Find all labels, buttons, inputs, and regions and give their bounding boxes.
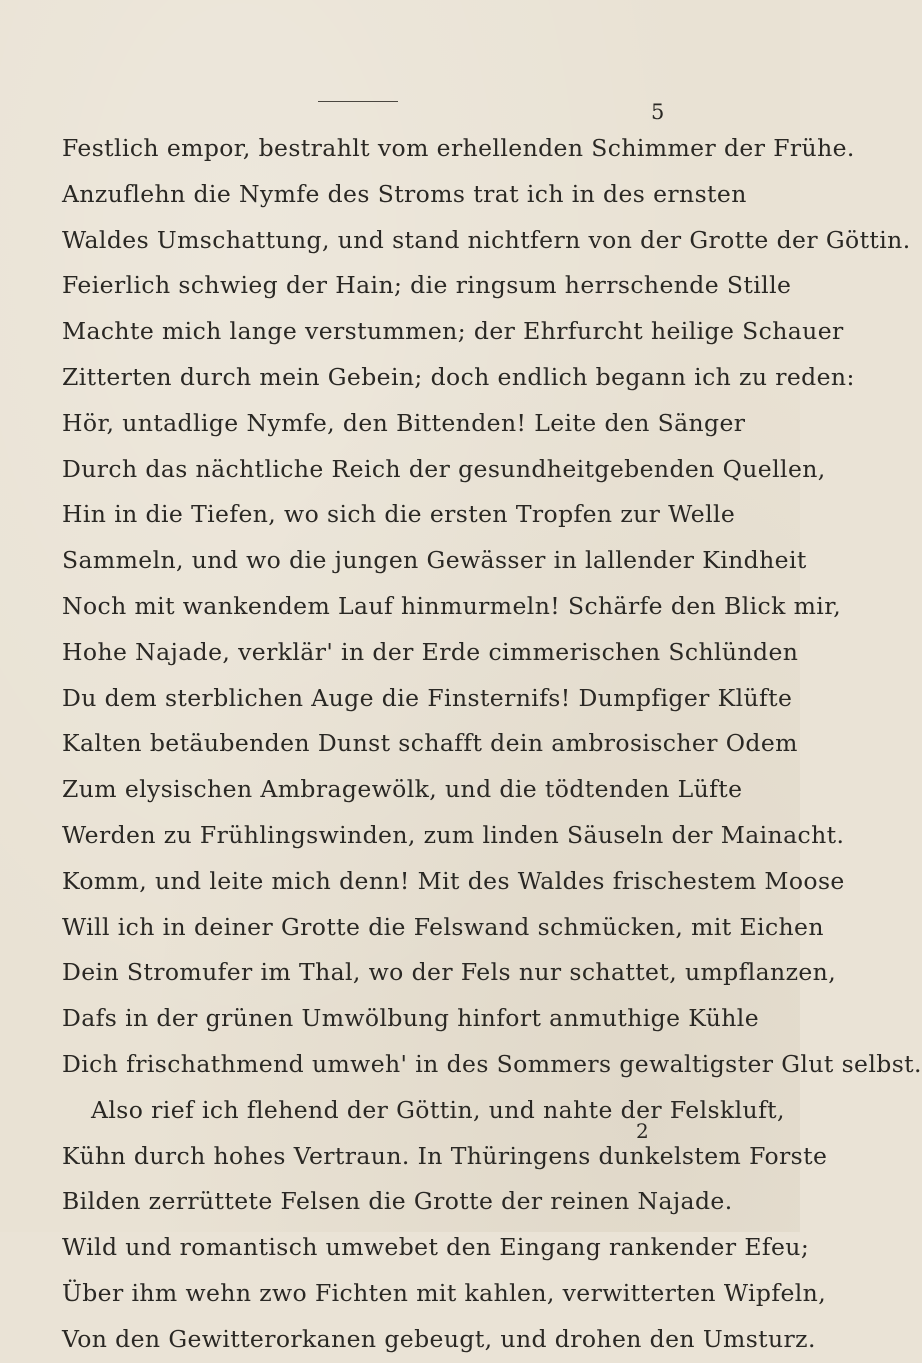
- text-line: Zum elysischen Ambragewölk, und die tödtenden Lüfte: [62, 775, 743, 804]
- text-line: Durch das nächtliche Reich der gesundheitgebenden Quellen,: [62, 454, 826, 483]
- text-line: Dich frischathmend umweh' in des Sommers gewaltigster Glut selbst.: [62, 1049, 922, 1078]
- text-line: Feierlich schwieg der Hain; die ringsum herrschende Stille: [62, 271, 792, 300]
- text-line: Von den Gewitterorkanen gebeugt, und drohen den Umsturz.: [62, 1324, 816, 1353]
- text-line: Will ich in deiner Grotte die Felswand schmücken, mit Eichen: [62, 912, 824, 941]
- text-line: Über ihm wehn zwo Fichten mit kahlen, verwitterten Wipfeln,: [62, 1278, 827, 1307]
- text-line: Hin in die Tiefen, wo sich die ersten Tropfen zur Welle: [62, 500, 736, 529]
- page-number: 5: [651, 100, 665, 124]
- text-line: Zitterten durch mein Gebein; doch endlich begann ich zu reden:: [62, 362, 855, 391]
- text-line: Dein Stromufer im Thal, wo der Fels nur schattet, umpflanzen,: [62, 958, 837, 987]
- signature-mark: 2: [636, 1119, 649, 1143]
- text-line: Hohe Najade, verklär' in der Erde cimmerischen Schlünden: [62, 637, 799, 666]
- text-line: Werden zu Frühlingswinden, zum linden Säuseln der Mainacht.: [62, 820, 845, 849]
- text-line: Also rief ich flehend der Göttin, und nahte der Felskluft,: [91, 1095, 785, 1124]
- text-line: Hör, untadlige Nymfe, den Bittenden! Leite den Sänger: [62, 408, 746, 437]
- text-line: Machte mich lange verstummen; der Ehrfurcht heilige Schauer: [62, 317, 844, 346]
- text-line: Bilden zerrüttete Felsen die Grotte der reinen Najade.: [62, 1187, 733, 1216]
- text-line: Kalten betäubenden Dunst schafft dein ambrosischer Odem: [62, 729, 798, 758]
- text-line: Sammeln, und wo die jungen Gewässer in lallender Kindheit: [62, 546, 807, 575]
- text-line: Kühn durch hohes Vertraun. In Thüringens dunkelstem Forste: [62, 1141, 828, 1170]
- text-line: Du dem sterblichen Auge die Finsternifs! Dumpfiger Klüfte: [62, 683, 793, 712]
- header-rule: [318, 101, 398, 102]
- text-line: Waldes Umschattung, und stand nichtfern von der Grotte der Göttin.: [62, 225, 911, 254]
- poem-text: [62, 126, 922, 1363]
- text-line: Anzuflehn die Nymfe des Stroms trat ich in des ernsten: [62, 179, 747, 208]
- text-line: Dafs in der grünen Umwölbung hinfort anmuthige Kühle: [62, 1004, 759, 1033]
- text-line: Wild und romantisch umwebet den Eingang rankender Efeu;: [62, 1233, 810, 1262]
- text-line: Festlich empor, bestrahlt vom erhellenden Schimmer der Frühe.: [62, 134, 855, 162]
- text-line: Noch mit wankendem Lauf hinmurmeln! Schärfe den Blick mir,: [62, 591, 842, 620]
- text-line: Komm, und leite mich denn! Mit des Waldes frischestem Moose: [62, 866, 845, 895]
